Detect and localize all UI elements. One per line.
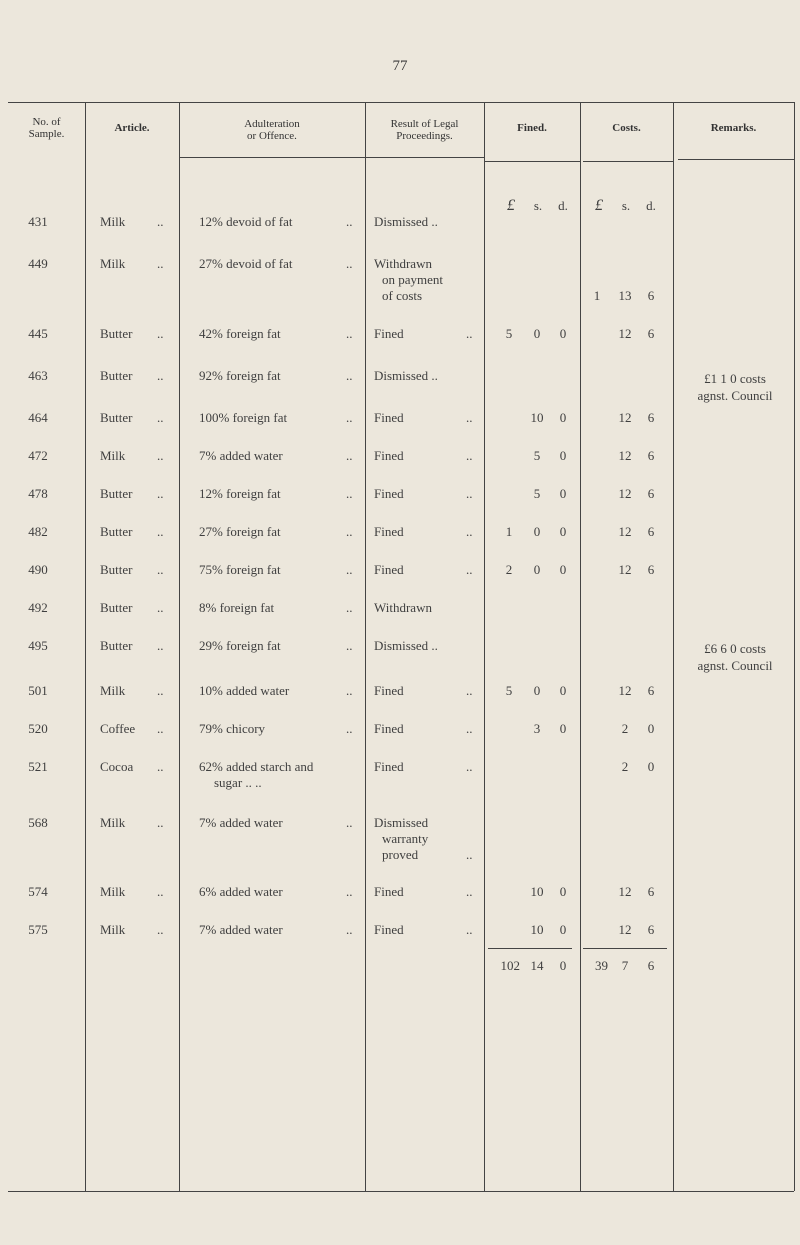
header-adulteration <box>179 118 365 142</box>
costs-pence: 6 <box>647 884 655 899</box>
fined-shilling-heading: s. <box>533 198 543 213</box>
col-divider-5 <box>580 102 581 1191</box>
result-text: proved <box>382 847 419 862</box>
costs-pence: 0 <box>647 721 655 736</box>
col-divider-2 <box>179 102 180 1191</box>
leader-dots: .. <box>346 884 353 899</box>
costs-shillings: 12 <box>618 922 632 937</box>
leader-dots: .. <box>157 326 164 341</box>
leader-dots: .. <box>346 638 353 653</box>
result-text: Fined <box>374 683 404 698</box>
article-name: Coffee <box>100 721 136 736</box>
remarks-line: agnst. Council <box>697 658 773 673</box>
fined-pounds: 2 <box>505 562 513 577</box>
header-sample-no <box>8 116 85 140</box>
sample-number: 575 <box>28 922 48 937</box>
result-text: on payment <box>382 272 444 287</box>
offence-text: 7% added water <box>199 448 283 463</box>
fined-pence: 0 <box>559 922 567 937</box>
fined-pence: 0 <box>559 721 567 736</box>
header-remarks: Remarks. <box>710 122 757 134</box>
fined-pence: 0 <box>559 683 567 698</box>
costs-total-pence: 6 <box>647 958 655 973</box>
fined-shillings: 10 <box>530 410 544 425</box>
article-name: Milk <box>100 214 126 229</box>
result-text: Fined <box>374 922 404 937</box>
result-text: Dismissed .. <box>374 368 438 383</box>
article-name: Butter <box>100 326 133 341</box>
fined-shillings: 0 <box>533 524 541 539</box>
result-text: Dismissed .. <box>374 214 438 229</box>
offence-text: 8% foreign fat <box>199 600 275 615</box>
sample-number: 495 <box>28 638 48 653</box>
leader-dots: .. <box>157 600 164 615</box>
leader-dots: .. <box>466 448 473 463</box>
result-text: Fined <box>374 448 404 463</box>
costs-pence: 6 <box>647 683 655 698</box>
offence-text: 75% foreign fat <box>199 562 281 577</box>
leader-dots: .. <box>346 486 353 501</box>
costs-pence: 6 <box>647 922 655 937</box>
article-name: Milk <box>100 683 126 698</box>
sample-number: 449 <box>28 256 48 271</box>
leader-dots: .. <box>466 326 473 341</box>
offence-text: sugar .. .. <box>214 775 262 790</box>
sample-number: 492 <box>28 600 48 615</box>
article-name: Milk <box>100 448 126 463</box>
leader-dots: .. <box>346 448 353 463</box>
fined-total-shillings: 14 <box>530 958 544 973</box>
sample-number: 501 <box>28 683 48 698</box>
costs-pence: 6 <box>647 410 655 425</box>
sample-number: 431 <box>28 214 48 229</box>
fined-total-pence: 0 <box>559 958 567 973</box>
leader-dots: .. <box>157 815 164 830</box>
leader-dots: .. <box>466 922 473 937</box>
article-name: Milk <box>100 922 126 937</box>
fined-pence: 0 <box>559 524 567 539</box>
offence-text: 7% added water <box>199 815 283 830</box>
offence-text: 92% foreign fat <box>199 368 281 383</box>
costs-shillings: 13 <box>618 288 632 303</box>
costs-pence: 6 <box>647 562 655 577</box>
offence-text: 7% added water <box>199 922 283 937</box>
fined-total-pounds: 102 <box>500 958 520 973</box>
result-text: Dismissed .. <box>374 638 438 653</box>
leader-dots: .. <box>157 214 164 229</box>
leader-dots: .. <box>346 326 353 341</box>
costs-shilling-heading: s. <box>621 198 631 213</box>
page-number: 77 <box>392 58 408 74</box>
costs-pence: 6 <box>647 326 655 341</box>
leader-dots: .. <box>466 884 473 899</box>
leader-dots: .. <box>466 486 473 501</box>
sample-number: 478 <box>28 486 48 501</box>
sample-number: 490 <box>28 562 48 577</box>
sample-number: 574 <box>28 884 48 899</box>
offence-text: 29% foreign fat <box>199 638 281 653</box>
leader-dots: .. <box>346 683 353 698</box>
offence-text: 12% foreign fat <box>199 486 281 501</box>
header-underline <box>366 157 484 158</box>
header-line: or Offence. <box>247 130 297 142</box>
costs-shillings: 12 <box>618 884 632 899</box>
offence-text: 6% added water <box>199 884 283 899</box>
fined-pence: 0 <box>559 884 567 899</box>
costs-total-rule <box>583 948 667 949</box>
leader-dots: .. <box>157 683 164 698</box>
fined-shillings: 0 <box>533 326 541 341</box>
fined-pence: 0 <box>559 486 567 501</box>
fined-total-rule <box>488 948 572 949</box>
remarks-line: £1 1 0 costs <box>704 371 766 386</box>
remarks-line: £6 6 0 costs <box>704 641 766 656</box>
offence-text: 27% devoid of fat <box>199 256 293 271</box>
fined-pence: 0 <box>559 448 567 463</box>
costs-pence: 6 <box>647 448 655 463</box>
result-text: Fined <box>374 410 404 425</box>
remarks-line: agnst. Council <box>697 388 773 403</box>
offence-text: 62% added starch and <box>199 759 314 774</box>
fined-pence: 0 <box>559 326 567 341</box>
header-line: Adulteration <box>244 118 300 130</box>
leader-dots: .. <box>157 524 164 539</box>
sample-number: 463 <box>28 368 48 383</box>
article-name: Milk <box>100 256 126 271</box>
fined-shillings: 10 <box>530 884 544 899</box>
costs-total-shillings: 7 <box>621 958 629 973</box>
result-text: Fined <box>374 486 404 501</box>
fined-pound-heading: £ <box>507 197 515 214</box>
costs-pence: 0 <box>647 759 655 774</box>
leader-dots: .. <box>466 759 473 774</box>
leader-dots: .. <box>157 638 164 653</box>
leader-dots: .. <box>346 256 353 271</box>
costs-shillings: 12 <box>618 326 632 341</box>
article-name: Butter <box>100 410 133 425</box>
col-divider-3 <box>365 102 366 1191</box>
leader-dots: .. <box>346 922 353 937</box>
fined-pounds: 5 <box>505 326 513 341</box>
sample-number: 568 <box>28 815 48 830</box>
leader-dots: .. <box>346 410 353 425</box>
leader-dots: .. <box>346 368 353 383</box>
leader-dots: .. <box>346 600 353 615</box>
leader-dots: .. <box>157 410 164 425</box>
costs-total-pounds: 39 <box>595 958 608 973</box>
article-name: Butter <box>100 600 133 615</box>
result-text: Fined <box>374 759 404 774</box>
remarks-text <box>673 370 797 404</box>
offence-text: 79% chicory <box>199 721 266 736</box>
fined-shillings: 0 <box>533 562 541 577</box>
article-name: Butter <box>100 638 133 653</box>
leader-dots: .. <box>157 368 164 383</box>
leader-dots: .. <box>466 721 473 736</box>
result-text: Fined <box>374 721 404 736</box>
header-article: Article. <box>114 122 150 134</box>
costs-pence: 6 <box>647 486 655 501</box>
header-underline <box>583 161 673 162</box>
costs-shillings: 12 <box>618 486 632 501</box>
header-fined: Fined. <box>517 122 547 134</box>
article-name: Butter <box>100 486 133 501</box>
result-text: of costs <box>382 288 423 303</box>
result-text: Fined <box>374 524 404 539</box>
result-text: Withdrawn <box>374 256 432 271</box>
result-text: Dismissed <box>374 815 429 830</box>
col-divider-1 <box>85 102 86 1191</box>
leader-dots: .. <box>157 256 164 271</box>
costs-pence: 6 <box>647 524 655 539</box>
col-divider-4 <box>484 102 485 1191</box>
costs-shillings: 12 <box>618 448 632 463</box>
article-name: Butter <box>100 524 133 539</box>
sample-number: 520 <box>28 721 48 736</box>
fined-shillings: 5 <box>533 448 541 463</box>
leader-dots: .. <box>466 847 473 862</box>
costs-shillings: 12 <box>618 562 632 577</box>
header-line: Sample. <box>28 128 65 140</box>
sample-number: 521 <box>28 759 48 774</box>
article-name: Cocoa <box>100 759 134 774</box>
leader-dots: .. <box>157 922 164 937</box>
leader-dots: .. <box>346 815 353 830</box>
header-line: No. of <box>32 116 61 128</box>
costs-pound-heading: £ <box>595 197 603 214</box>
costs-pounds: 1 <box>593 288 601 303</box>
fined-shillings: 10 <box>530 922 544 937</box>
offence-text: 42% foreign fat <box>199 326 281 341</box>
table-bottom-rule <box>8 1191 794 1192</box>
sample-number: 464 <box>28 410 48 425</box>
article-name: Milk <box>100 815 126 830</box>
fined-pence-heading: d. <box>558 198 568 213</box>
leader-dots: .. <box>157 759 164 774</box>
fined-pounds: 5 <box>505 683 513 698</box>
costs-pence: 6 <box>647 288 655 303</box>
result-text: warranty <box>382 831 429 846</box>
leader-dots: .. <box>157 884 164 899</box>
result-text: Fined <box>374 884 404 899</box>
remarks-text <box>673 640 797 674</box>
leader-dots: .. <box>346 721 353 736</box>
offence-text: 100% foreign fat <box>199 410 288 425</box>
leader-dots: .. <box>346 562 353 577</box>
header-line: Result of Legal <box>390 118 459 130</box>
article-name: Butter <box>100 368 133 383</box>
fined-shillings: 0 <box>533 683 541 698</box>
fined-shillings: 3 <box>533 721 541 736</box>
header-underline <box>180 157 365 158</box>
offence-text: 27% foreign fat <box>199 524 281 539</box>
header-underline <box>485 161 580 162</box>
costs-shillings: 2 <box>621 721 629 736</box>
fined-shillings: 5 <box>533 486 541 501</box>
costs-shillings: 12 <box>618 683 632 698</box>
leader-dots: .. <box>157 448 164 463</box>
header-result <box>365 118 484 142</box>
leader-dots: .. <box>466 683 473 698</box>
leader-dots: .. <box>157 721 164 736</box>
sample-number: 445 <box>28 326 48 341</box>
fined-pence: 0 <box>559 410 567 425</box>
fined-pence: 0 <box>559 562 567 577</box>
result-text: Fined <box>374 326 404 341</box>
leader-dots: .. <box>157 486 164 501</box>
table-top-rule <box>8 102 794 103</box>
leader-dots: .. <box>466 410 473 425</box>
costs-pence-heading: d. <box>646 198 656 213</box>
result-text: Fined <box>374 562 404 577</box>
costs-shillings: 12 <box>618 524 632 539</box>
leader-dots: .. <box>466 524 473 539</box>
leader-dots: .. <box>466 562 473 577</box>
fined-pounds: 1 <box>505 524 513 539</box>
costs-shillings: 2 <box>621 759 629 774</box>
sample-number: 472 <box>28 448 48 463</box>
result-text: Withdrawn <box>374 600 432 615</box>
leader-dots: .. <box>346 214 353 229</box>
leader-dots: .. <box>346 524 353 539</box>
article-name: Milk <box>100 884 126 899</box>
article-name: Butter <box>100 562 133 577</box>
offence-text: 10% added water <box>199 683 290 698</box>
sample-number: 482 <box>28 524 48 539</box>
offence-text: 12% devoid of fat <box>199 214 293 229</box>
header-costs: Costs. <box>612 122 641 134</box>
leader-dots: .. <box>157 562 164 577</box>
header-underline <box>678 159 794 160</box>
costs-shillings: 12 <box>618 410 632 425</box>
header-line: Proceedings. <box>396 130 453 142</box>
